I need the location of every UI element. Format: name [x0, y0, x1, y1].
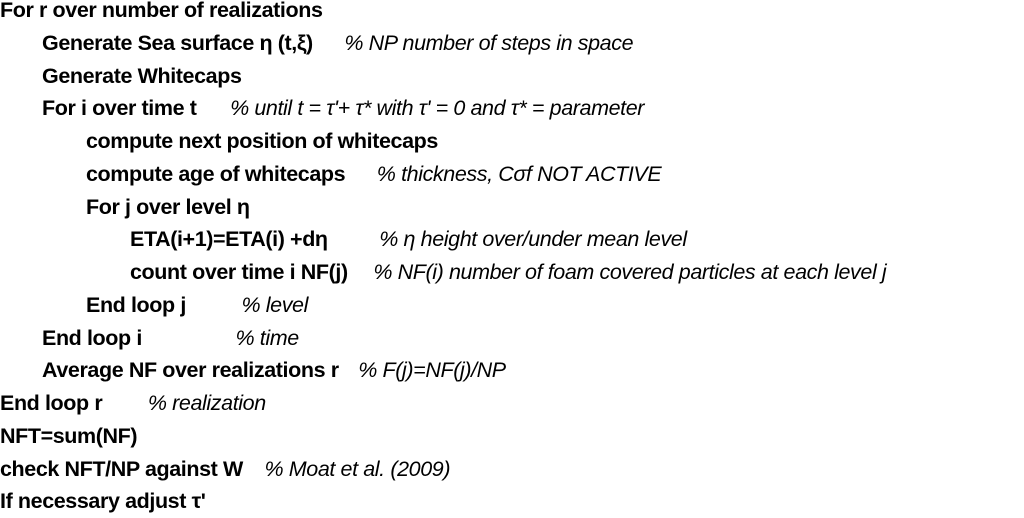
line-comment: % NP number of steps in space	[344, 31, 634, 55]
pseudocode-line-16	[0, 485, 205, 518]
pseudocode-line-12	[0, 354, 506, 387]
pseudocode-line-3	[0, 60, 242, 93]
pseudocode-line-14	[0, 420, 137, 453]
pseudocode-line-15	[0, 453, 450, 486]
pseudocode-line-9	[0, 256, 886, 289]
line-code: For i over time t	[42, 96, 197, 120]
pseudocode-line-2	[0, 27, 633, 60]
line-comment: % F(j)=NF(j)/NP	[358, 358, 506, 382]
line-code: For j over level η	[86, 194, 250, 219]
line-code: count over time i NF(j)	[130, 260, 348, 284]
pseudocode-line-4	[0, 92, 644, 125]
pseudocode-line-6	[0, 158, 661, 191]
line-code: check NFT/NP against W	[0, 456, 243, 481]
pseudocode-line-10	[0, 289, 308, 322]
line-comment: % realization	[147, 391, 266, 415]
line-code: NFT=sum(NF)	[0, 424, 138, 448]
pseudocode-line-7	[0, 191, 250, 224]
pseudocode-line-1	[0, 0, 323, 27]
line-code: compute age of whitecaps	[86, 162, 346, 186]
line-comment: % time	[235, 325, 299, 350]
line-code: For r over number of realizations	[0, 0, 323, 22]
line-code: End loop j	[86, 293, 186, 317]
line-code: compute next position of whitecaps	[86, 129, 438, 153]
line-code: End loop r	[0, 391, 103, 415]
line-comment: % NF(i) number of foam covered particles at each level j	[373, 260, 887, 284]
pseudocode-line-11	[0, 322, 299, 355]
line-comment: % Moat et al. (2009)	[264, 456, 451, 481]
line-code: ETA(i+1)=ETA(i) +dη	[130, 227, 328, 251]
line-comment: % level	[241, 293, 308, 317]
pseudocode-line-5	[0, 125, 438, 158]
line-comment: % thickness, Cσf NOT ACTIVE	[376, 162, 662, 186]
line-comment: % until t = τ'+ τ* with τ' = 0 and τ* = parameter	[230, 96, 645, 120]
line-code: If necessary adjust τ'	[0, 489, 206, 513]
line-code: End loop i	[42, 325, 142, 350]
line-comment: % η height over/under mean level	[379, 227, 687, 251]
line-code: Average NF over realizations r	[42, 358, 339, 382]
pseudocode-line-8	[0, 223, 687, 256]
line-code: Generate Whitecaps	[42, 63, 242, 88]
line-code: Generate Sea surface η (t,ξ)	[42, 31, 313, 55]
pseudocode-line-13	[0, 387, 266, 420]
